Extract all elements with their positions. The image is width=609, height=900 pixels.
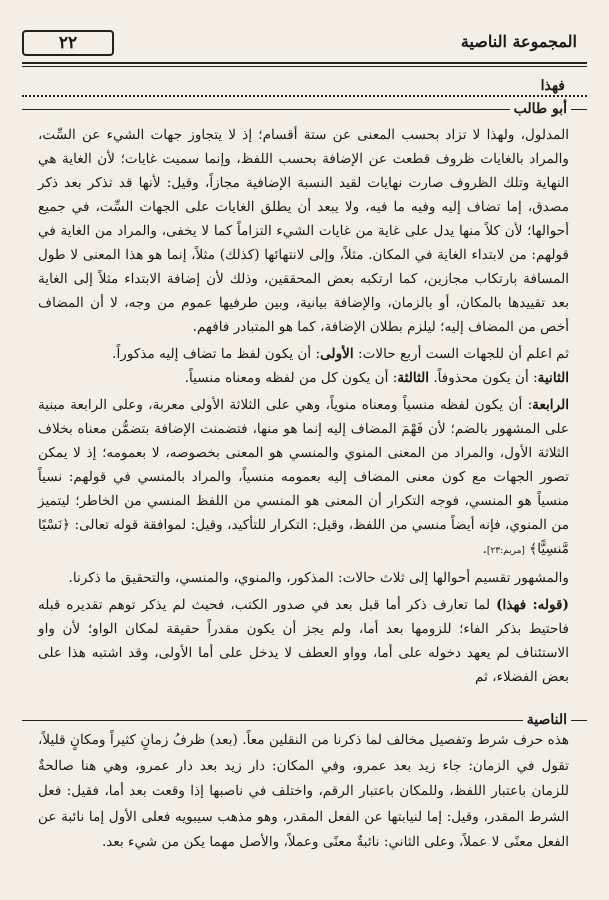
base-text-label: الناصية bbox=[523, 712, 571, 728]
dotted-separator bbox=[22, 95, 587, 97]
running-title: المجموعة الناصية bbox=[460, 32, 577, 51]
base-text bbox=[38, 728, 569, 856]
state-label: الرابعة bbox=[532, 397, 569, 413]
commentary-label: أبو طالب bbox=[510, 101, 571, 117]
commentary-text bbox=[38, 123, 569, 692]
state-label: الأولى bbox=[320, 346, 354, 362]
commentary-paragraph: الرابعة: أن يكون لفظه منسياً ومعناه منوياً، وهي على الثلاثة الأولى معربة، وعلى الرابعة مبنية على المشهور بالضم؛ لأن فَهْمَ المضاف إليه إنما هو منها، فتضمنت الإضافة بتضمُّن معناه بخلاف الثلاثة الأول، والمراد من المعنى المنوي والمنسي هو المعنى بخصوصه، لا بعمومه؛ إذ لا يمكن تصور الجهات مع كون معنى المضاف إليه بعمومه منسياً، والمراد بالمنسي في قولهم: نسياً منسياً هو المنسي، فوجه التكرار أن المعنى هو المنسي من اللفظ المنسي من الخاطر؛ ليتميز من المنوي، فإنه أيضاً منسي من اللفظ، وقيل: التكرار للتأكيد، وقيل: لموافقة قوله تعالى: ﴿نَسْيًا مَّنسِيًّا﴾ [مريم:٢٣]. bbox=[38, 397, 569, 557]
state-label: الثانية bbox=[537, 370, 569, 386]
commentary-paragraph: والمشهور تقسيم أحوالها إلى ثلاث حالات: المذكور، والمنوي، والمنسي، والتحقيق ما ذكرنا. bbox=[68, 570, 569, 586]
quran-citation: [مريم:٢٣] bbox=[486, 546, 525, 556]
commentary-paragraph: المدلول، ولهذا لا تزاد بحسب المعنى عن ستة أقسام؛ إذ لا يتجاوز جهات الشيء عن السِّت، والمراد بالغايات ظروف قطعت عن الإضافة بحسب اللفظ، وإنما سميت غايات؛ لأن الغاية هي النهاية وتلك الظروف صارت نهايات لقيد النسبة الإضافية مجازاً، وقيل: لأنها قد تذكر بعد ذكر مصدق، إما تضاف إليه وفيه ما فيه، ولا يبعد أن يطلق الغايات على الجهات السِّت، في جميع أحوالها؛ لأن كلاً منها يدل على غاية من غايات الشيء التزاماً كما لا يخفى، والمراد من الغاية في قولهم: من لابتداء الغاية في المكان. مثلاً، وإلى لانتهائها (كذلك) مثلاً، إنما هو هذا المعنى لا طول المسافة بارتكاب مجازين، كما ارتكبه بعض المحققين، وذلك لأن إضافة الابتداء مثلاً إلى الغاية بعد تقييدها بالمكان، أو بالزمان، والإضافة بيانية، وبين طرفيها عموم من وجه، لا أن المضاف أخص من المضاف إليه؛ ليلزم بطلان الإضافة، كما هو المتبادر فافهم. bbox=[38, 127, 569, 335]
header-rule bbox=[22, 62, 587, 64]
previous-page-marker: فهذا bbox=[540, 78, 565, 94]
quote-label: (قوله: فهذا) bbox=[496, 597, 569, 613]
page-number: ٢٢ bbox=[22, 30, 114, 56]
base-paragraph: هذه حرف شرط وتفصيل مخالف لما ذكرنا من النقلين معاً. (بعد) ظرفُ زمانٍ كثيراً ومكانٍ قليلاً، تقول في الزمان: جاء زيد بعد عمرو، وفي المكان: دار زيد بعد دار عمرو، وهي هنا صالحةٌ للزمان باعتبار اللفظ، وللمكان باعتبار الرقم، واختلف في ناصبها إذا وقعت بعد أما، فقيل: فعل الشرط المقدر، وقيل: إما لنيابتها عن الفعل المقدر، وهو مذهب سيبويه فعلى الأول إما نائبة عن الفعل معنًى لا عملاً، وعلى الثاني: نائبةٌ معنًى وعملاً، والأصل مهما يكن من شيء بعد. bbox=[38, 732, 569, 850]
commentary-paragraph: (قوله: فهذا) لما تعارف ذكر أما قبل بعد في صدور الكتب، فحيث لم يذكر توهم تقديره قبله فاحتيط بذكر الفاء؛ للزومها بعد أما، ولم يجز أن يكون مقدراً حقيقة لمكان الواو؛ لأن واو الاستئناف لم يعهد دخوله على أما، وواو العطف لا يدخل على أما الأولى، وقد اشتبه هذا على بعض الفضلاء، ثم bbox=[38, 597, 569, 685]
base-text-rule bbox=[22, 720, 587, 721]
commentary-rule bbox=[22, 109, 587, 110]
commentary-paragraph: الثانية: أن يكون محذوفاً. الثالثة: أن يكون كل من لفظه ومعناه منسياً. bbox=[184, 370, 569, 386]
state-label: الثالثة bbox=[397, 370, 430, 386]
header-rule-thin bbox=[22, 66, 587, 67]
commentary-paragraph: ثم اعلم أن للجهات الست أربع حالات: الأولى: أن يكون لفظ ما تضاف إليه مذكوراً. bbox=[112, 346, 569, 362]
page-header bbox=[22, 28, 587, 58]
